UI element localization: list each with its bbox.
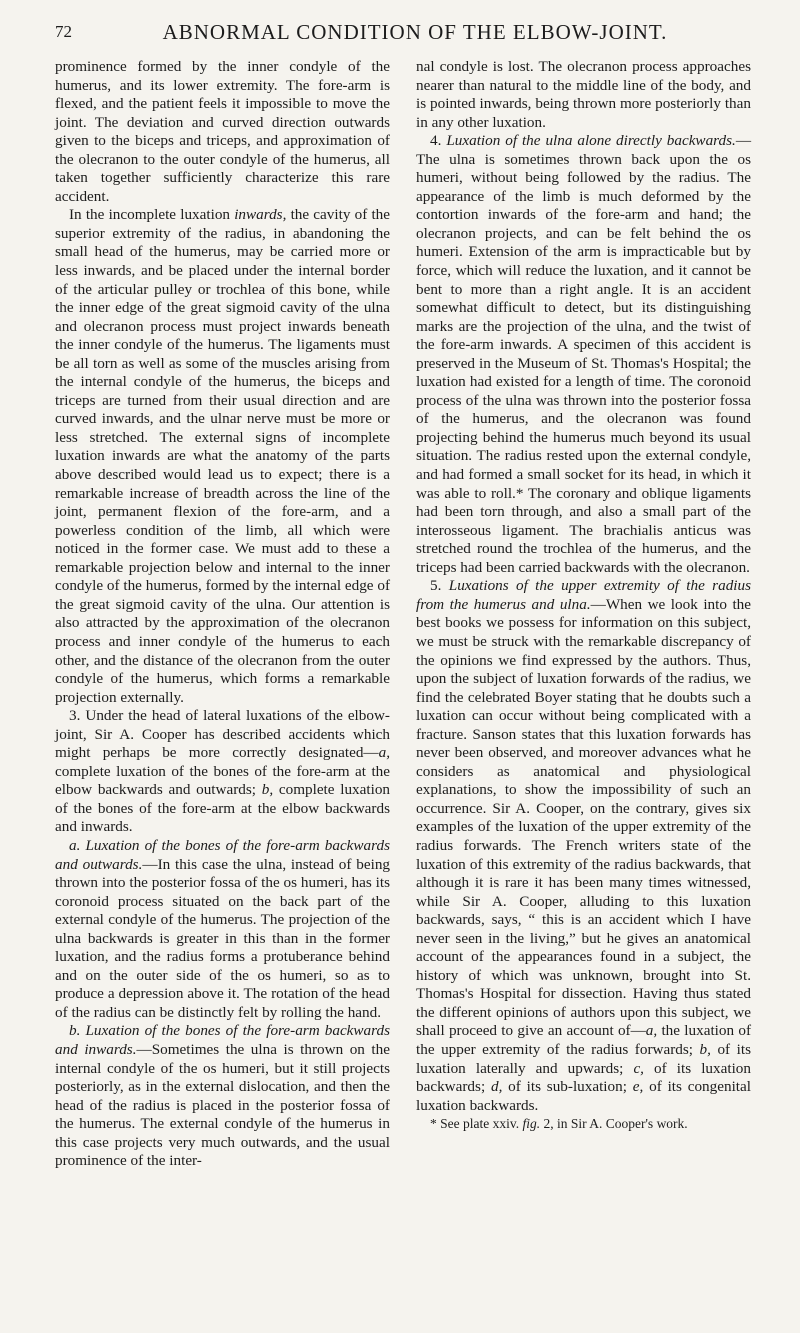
- page-header: [55, 20, 745, 50]
- paragraph: a. Luxation of the bones of the fore-arm backwards and outwards.—In this case the ulna, instead of being thrown into the posterior fossa of the os humeri, has its coronoid process situated on the back part of the external condyle of the humerus. The projection of the ulna backwards is greater in this than in the former luxation, and the radius forms a protuberance behind and on the outer side of the os humeri, so as to produce a depression above it. The rotation of the head of the radius can be distinctly felt by rolling the hand.: [55, 836, 391, 1021]
- running-head: ABNORMAL CONDITION OF THE ELBOW-JOINT.: [162, 20, 668, 44]
- paragraph: In the incomplete luxation inwards, the cavity of the superior extremity of the radius, in abandoning the small head of the humerus, may be carried more or less inwards, and be placed under the internal border of the articular pulley or trochlea of this bone, while the inner edge of the great sigmoid cavity of the ulna and olecranon process must project inwards beneath the inner condyle of the humerus. The ligaments must be all torn as well as some of the muscles arising from the internal condyle of the humerus, the biceps and triceps are turned from their usual direction and are curved inwards, and the ulnar nerve must be more or less stretched. The external signs of incomplete luxation inwards are what the anatomy of the parts above described would lead us to expect; there is a remarkable increase of breadth across the line of the joint, permanent flexion of the fore-arm, and a powerless condition of the limb, all which were noticed in the former case. We must add to these a remarkable projection below and internal to the inner condyle of the humerus, formed by the internal edge of the great sigmoid cavity of the ulna. Our attention is also attracted by the approximation of the olecranon process and inner condyle of the humerus to each other, and the distance of the olecranon from the outer condyle of the humerus, which forms a remarkable projection externally.: [55, 206, 390, 706]
- paragraph: 3. Under the head of lateral luxations of the elbow-joint, Sir A. Cooper has described accidents which might perhaps be more correctly designated—a, complete luxation of the bones of the fore-arm at the elbow backwards and outwards; b, complete luxation of the bones of the fore-arm at the elbow backwards and inwards.: [55, 707, 391, 836]
- paragraph: 5. Luxations of the upper extremity of the radius from the humerus and ulna.—When we look into the best books we possess for information on this subject, we must be struck with the remarkable discrepancy of the opinions we find expressed by the authors. Thus, upon the subject of luxation forwards of the radius, we find the celebrated Boyer stating that he doubts such a luxation can occur without being complicated with a fracture. Sanson states that this luxation forwards has never been observed, and moreover advances what he considers as anatomical and physiological explanations, to show the impossibility of such an occurrence. Sir A. Cooper, on the contrary, gives six examples of the luxation of the upper extremity of the radius forwards. The French writers state of the luxation of this extremity of the radius backwards, that although it is rare it has been many times witnessed, while Sir A. Cooper, alluding to this luxation backwards, says, “ this is an accident which I have never seen in the living,” but he gives an anatomical account of the appearances found in a subject, the history of which was unknown, brought into St. Thomas's Hospital for dissection. Having thus stated the different opinions of authors upon this subject, we shall proceed to give an account of—a, the luxation of the upper extremity of the radius forwards; b, of its luxation laterally and upwards; c, of its luxation backwards; d, of its sub-luxation; e, of its congenital luxation backwards.: [416, 577, 752, 1114]
- right-column: [416, 58, 751, 1132]
- paragraph: prominence formed by the inner condyle of the humerus, and its lower extremity. The fore-arm is flexed, and the patient feels it impossible to move the joint. The deviation and curved direction outwards given to the biceps and triceps, and approximation of the olecranon to the outer condyle of the humerus, all taken together sufficiently characterize this rare accident.: [55, 58, 390, 205]
- paragraph: b. Luxation of the bones of the fore-arm backwards and inwards.—Sometimes the ulna is thrown on the internal condyle of the os humeri, but it still projects posteriorly, as in the external dislocation, and then the head of the radius is placed in the posterior fossa of the humerus. The external condyle of the humerus in this case projects very much outwards, and the usual prominence of the inter-: [55, 1022, 390, 1170]
- paragraph: nal condyle is lost. The olecranon process approaches nearer than natural to the middle line of the body, and is pointed inwards, being thrown more posteriorly than in any other luxation.: [416, 58, 751, 131]
- page-number: 72: [55, 22, 72, 41]
- left-column: [55, 58, 390, 1171]
- footnote: * See plate xxiv. fig. 2, in Sir A. Cooper's work.: [430, 1116, 688, 1132]
- paragraph: 4. Luxation of the ulna alone directly backwards.—The ulna is sometimes thrown back upon the os humeri, without being followed by the radius. The appearance of the limb is much deformed by the contortion inwards of the fore-arm and hand; the olecranon projects, and can be felt behind the os humeri. Extension of the arm is impracticable but by force, which will reduce the luxation, and it cannot be bent to more than a right angle. It is an accident somewhat difficult to detect, but its distinguishing marks are the projection of the ulna, and the twist of the fore-arm inwards. A specimen of this accident is preserved in the Museum of St. Thomas's Hospital; the luxation had existed for a length of time. The coronoid process of the ulna was thrown into the posterior fossa of the humerus, and the olecranon was found projecting behind the humerus much beyond its usual situation. The radius rested upon the external condyle, and had formed a small socket for its head, in which it was able to roll.* The coronary and oblique ligaments had been torn through, and also a small part of the interosseous ligament. The brachialis anticus was stretched round the trochlea of the humerus, and the triceps had been carried backwards with the olecranon.: [416, 132, 751, 576]
